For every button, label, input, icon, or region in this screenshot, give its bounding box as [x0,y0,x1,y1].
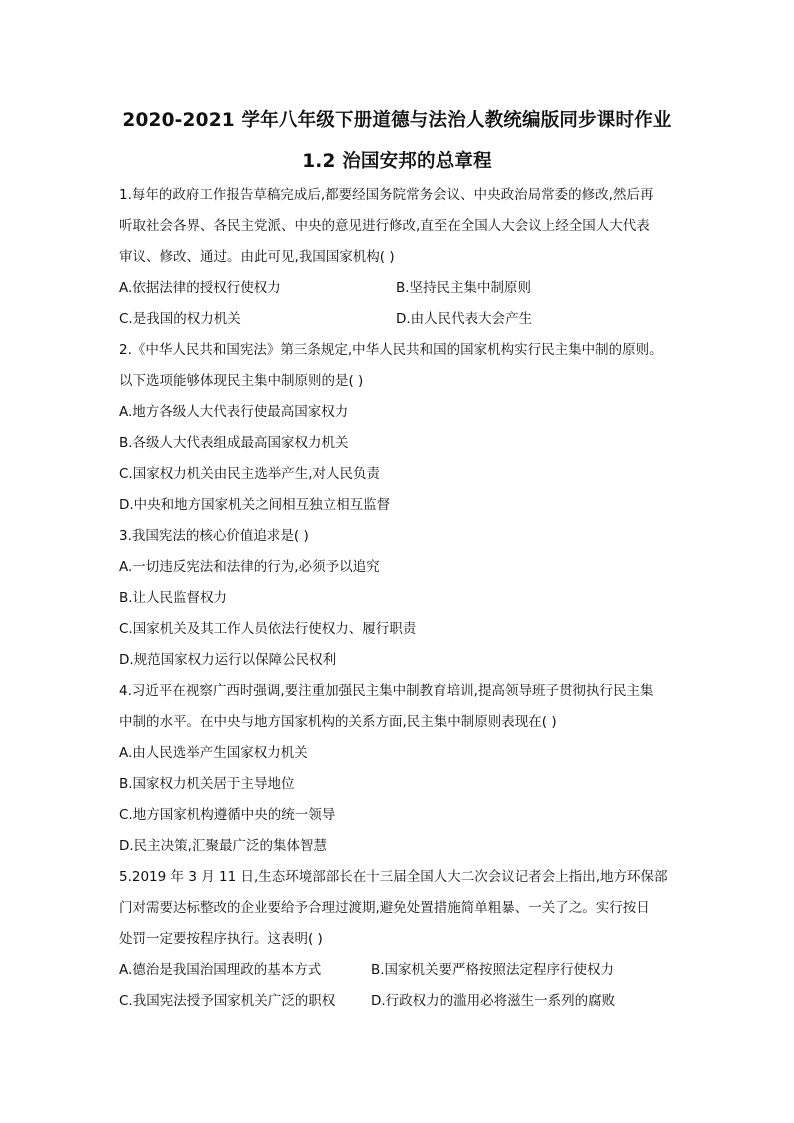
question-1-stem-line-2: 听取社会各界、各民主党派、中央的意见进行修改,直至在全国人大会议上经全国人大代表 [119,218,650,234]
question-5-option-b: B.国家机关要严格按照法定程序行使权力 [371,962,615,978]
question-4-option-b: B.国家权力机关居于主导地位 [119,776,295,792]
question-1-option-d: D.由人民代表大会产生 [396,311,533,327]
question-4-option-a: A.由人民选举产生国家权力机关 [119,745,308,761]
question-2-stem-line-1: 2.《中华人民共和国宪法》第三条规定,中华人民共和国的国家机构实行民主集中制的原则。 [119,342,663,358]
question-4 [119,676,689,862]
question-4-stem-line-2: 中制的水平。在中央与地方国家机构的关系方面,民主集中制原则表现在( ) [119,714,557,730]
question-1-stem-line-3: 审议、修改、通过。由此可见,我国国家机构( ) [119,249,395,265]
document-subtitle: 1.2 治国安邦的总章程 [302,151,492,172]
question-2-option-c: C.国家权力机关由民主选举产生,对人民负责 [119,466,381,482]
question-3-option-a: A.一切违反宪法和法律的行为,必须予以追究 [119,559,380,575]
question-3-option-b: B.让人民监督权力 [119,590,228,606]
question-3-option-d: D.规范国家权力运行以保障公民权利 [119,652,337,668]
question-5-option-d: D.行政权力的滥用必将滋生一系列的腐败 [371,993,616,1009]
question-2-option-b: B.各级人大代表组成最高国家权力机关 [119,435,349,451]
question-3-option-c: C.国家机关及其工作人员依法行使权力、履行职责 [119,621,417,637]
question-5-stem-line-2: 门对需要达标整改的企业要给予合理过渡期,避免处置措施简单粗暴、一关了之。实行按日 [119,900,650,916]
question-4-option-d: D.民主决策,汇聚最广泛的集体智慧 [119,838,327,854]
question-4-option-c: C.地方国家机构遵循中央的统一领导 [119,807,336,823]
question-2 [119,335,689,521]
question-1-options-row-1 [119,273,689,304]
document-title: 2020-2021 学年八年级下册道德与法治人教统编版同步课时作业 [122,110,672,131]
question-5-stem-line-3: 处罚一定要按程序执行。这表明( ) [119,931,323,947]
question-1-options-row-2 [119,304,689,335]
question-1-option-a: A.依据法律的授权行使权力 [119,280,281,296]
question-3-stem-line-1: 3.我国宪法的核心价值追求是( ) [119,528,309,544]
question-5-option-a: A.德治是我国治国理政的基本方式 [119,962,322,978]
question-1-stem-line-1: 1.每年的政府工作报告草稿完成后,都要经国务院常务会议、中央政治局常委的修改,然后再 [119,187,654,203]
question-5-options-row-1 [119,955,689,986]
question-5-option-c: C.我国宪法授予国家机关广泛的职权 [119,993,336,1009]
question-3 [119,521,689,676]
question-1 [119,180,689,335]
question-4-stem-line-1: 4.习近平在视察广西时强调,要注重加强民主集中制教育培训,提高领导班子贯彻执行民主集 [119,683,654,699]
question-5 [119,862,689,1017]
question-5-stem-line-1: 5.2019 年 3 月 11 日,生态环境部部长在十三届全国人大二次会议记者会上指出,地方环保部 [119,869,668,885]
question-5-options-row-2 [119,986,689,1017]
question-2-option-a: A.地方各级人大代表行使最高国家权力 [119,404,349,420]
question-2-stem-line-2: 以下选项能够体现民主集中制原则的是( ) [119,373,364,389]
question-2-option-d: D.中央和地方国家机关之间相互独立相互监督 [119,497,391,513]
question-1-option-c: C.是我国的权力机关 [119,311,241,327]
question-list [119,180,689,1017]
question-1-option-b: B.坚持民主集中制原则 [396,280,532,296]
